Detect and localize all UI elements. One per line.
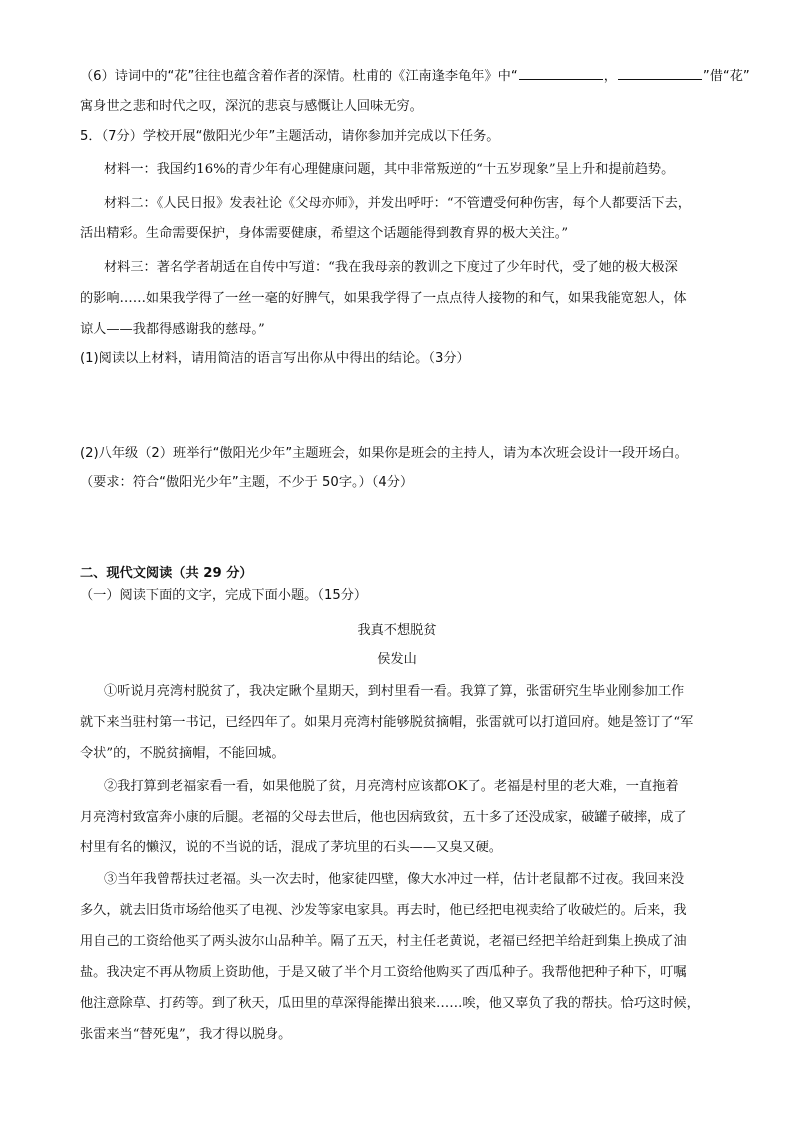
answer-blank-1[interactable] bbox=[519, 67, 603, 80]
article-title: 我真不想脱贫 bbox=[357, 623, 437, 638]
q5-sub-question-1: (1)阅读以上材料，请用简洁的语言写出你从中得出的结论。（3分） bbox=[80, 351, 470, 366]
paragraph-3-line-1: ③当年我曾帮扶过老福。头一次去时，他家徒四壁，像大水冲过一样，估计老鼠都不过夜。我回来没 bbox=[104, 872, 685, 887]
material-3-line-2: 的影响……如果我学得了一丝一毫的好脾气，如果我学得了一点点待人接物的和气，如果我能宽恕人，体 bbox=[80, 291, 687, 306]
answer-blank-2[interactable] bbox=[618, 67, 702, 80]
q6-text-c: ”借“花” bbox=[702, 69, 750, 84]
material-2-line-1: 材料二：《人民日报》发表社论《父母亦师》，并发出呼吁：“不管遭受何种伤害，每个人都要活下去， bbox=[104, 196, 691, 211]
paragraph-2-line-2: 月亮湾村致富奔小康的后腿。老福的父母去世后，他也因病致贫，五十多了还没成家，破罐子破摔，成了 bbox=[80, 810, 687, 825]
q6-line-1 bbox=[80, 67, 750, 87]
material-2-line-2: 活出精彩。生命需要保护，身体需要健康，希望这个话题能得到教育界的极大关注。” bbox=[80, 226, 569, 241]
paragraph-1-line-2: 就下来当驻村第一书记，已经四年了。如果月亮湾村能够脱贫摘帽，张雷就可以打道回府。她是签订了“军 bbox=[80, 715, 694, 730]
q5-title: 5．（7分）学校开展“傲阳光少年”主题活动，请你参加并完成以下任务。 bbox=[80, 129, 500, 144]
material-3-line-1: 材料三：著名学者胡适在自传中写道：“我在我母亲的教训之下度过了少年时代，受了她的极大极深 bbox=[104, 260, 678, 275]
q6-text-b: ， bbox=[603, 69, 617, 84]
paragraph-3-line-2: 多久，就去旧货市场给他买了电视、沙发等家电家具。再去时，他已经把电视卖给了收破烂的。后来，我 bbox=[80, 903, 687, 918]
q6-line-2: 寓身世之悲和时代之叹，深沉的悲哀与感慨让人回味无穷。 bbox=[80, 99, 423, 114]
q6-text-a: （6）诗词中的“花”往往也蕴含着作者的深情。杜甫的《江南逢李龟年》中“ bbox=[80, 69, 518, 84]
paragraph-2-line-1: ②我打算到老福家看一看，如果他脱了贫，月亮湾村应该都OK了。老福是村里的老大难，一直拖着 bbox=[104, 779, 679, 794]
paragraph-3-line-4: 盐。我决定不再从物质上资助他，于是又破了半个月工资给他购买了西瓜种子。我帮他把种子种下，叮嘱 bbox=[80, 965, 687, 980]
article-author: 侯发山 bbox=[377, 652, 417, 667]
paragraph-1-line-3: 令状”的，不脱贫摘帽，不能回城。 bbox=[80, 746, 285, 761]
q5-sub-question-2-line-2: （要求：符合“傲阳光少年”主题，不少于 50字。）（4分） bbox=[80, 475, 414, 490]
paragraph-2-line-3: 村里有名的懒汉，说的不当说的话，混成了茅坑里的石头——又臭又硬。 bbox=[80, 840, 502, 855]
paragraph-1-line-1: ①听说月亮湾村脱贫了，我决定瞅个星期天，到村里看一看。我算了算，张雷研究生毕业刚参加工作 bbox=[104, 684, 685, 699]
q5-sub-question-2-line-1: (2)八年级（2）班举行“傲阳光少年”主题班会，如果你是班会的主持人，请为本次班会设计一段开场白。 bbox=[80, 446, 688, 461]
part-1-instruction: （一）阅读下面的文字，完成下面小题。（15分） bbox=[80, 588, 368, 603]
material-3-line-3: 谅人——我都得感谢我的慈母。” bbox=[80, 322, 265, 337]
section-heading: 二、现代文阅读（共 29 分） bbox=[80, 566, 253, 581]
paragraph-3-line-6: 张雷来当“替死鬼”，我才得以脱身。 bbox=[80, 1027, 292, 1042]
paragraph-3-line-5: 他注意除草、打药等。到了秋天，瓜田里的草深得能撵出狼来……唉，他又辜负了我的帮扶。恰巧这时候， bbox=[80, 996, 700, 1011]
paragraph-3-line-3: 用自己的工资给他买了两头波尔山品种羊。隔了五天，村主任老黄说，老福已经把羊给赶到集上换成了油 bbox=[80, 934, 687, 949]
material-1: 材料一：我国约16%的青少年有心理健康问题，其中非常叛逆的“十五岁现象”呈上升和提前趋势。 bbox=[104, 162, 675, 177]
